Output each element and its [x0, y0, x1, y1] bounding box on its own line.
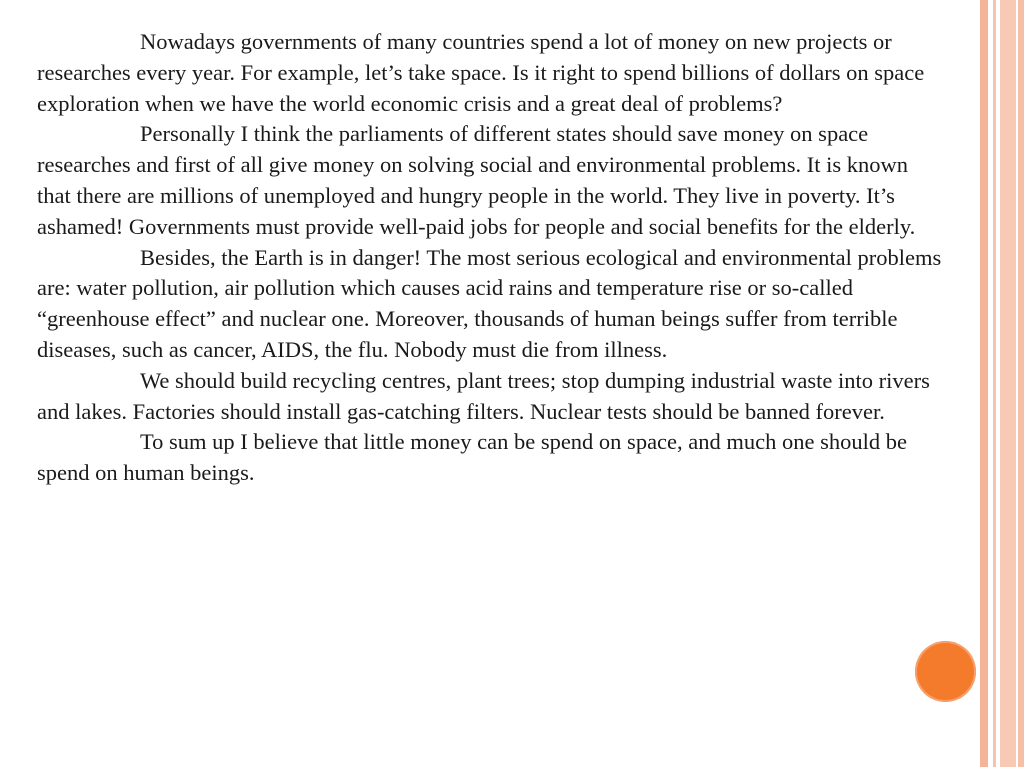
border-stripe: [980, 0, 988, 767]
essay-paragraph: Nowadays governments of many countries spend a lot of money on new projects or researches every year. For example, let’s take space. Is it right to spend billions of dollars on space exploration when we have the world economic crisis and a great deal of problems?: [37, 29, 925, 116]
essay-paragraph: Personally I think the parliaments of different states should save money on space researches and first of all give money on solving social and environmental problems. It is known that there are millions of unemployed and hungry people in the world. They live in poverty. It’s ashamed! Governments must provide well-paid jobs for people and social benefits for the elderly.: [37, 121, 916, 239]
decorative-circle-icon: [915, 641, 976, 702]
border-stripe: [1018, 0, 1024, 767]
essay-paragraph: We should build recycling centres, plant trees; stop dumping industrial waste into rivers and lakes. Factories should install gas-catching filters. Nuclear tests should be banned forever.: [37, 367, 930, 424]
essay-body: [37, 27, 947, 489]
essay-paragraph: To sum up I believe that little money can be spend on space, and much one should be spend on human beings.: [37, 429, 907, 486]
border-stripe: [1000, 0, 1016, 767]
essay-paragraph: Besides, the Earth is in danger! The most serious ecological and environmental problems are: water pollution, air pollution which causes acid rains and temperature rise or so-called “greenhouse effect” and nuclear one. Moreover, thousands of human beings suffer from terrible diseases, such as cancer, AIDS, the flu. Nobody must die from illness.: [37, 244, 942, 362]
